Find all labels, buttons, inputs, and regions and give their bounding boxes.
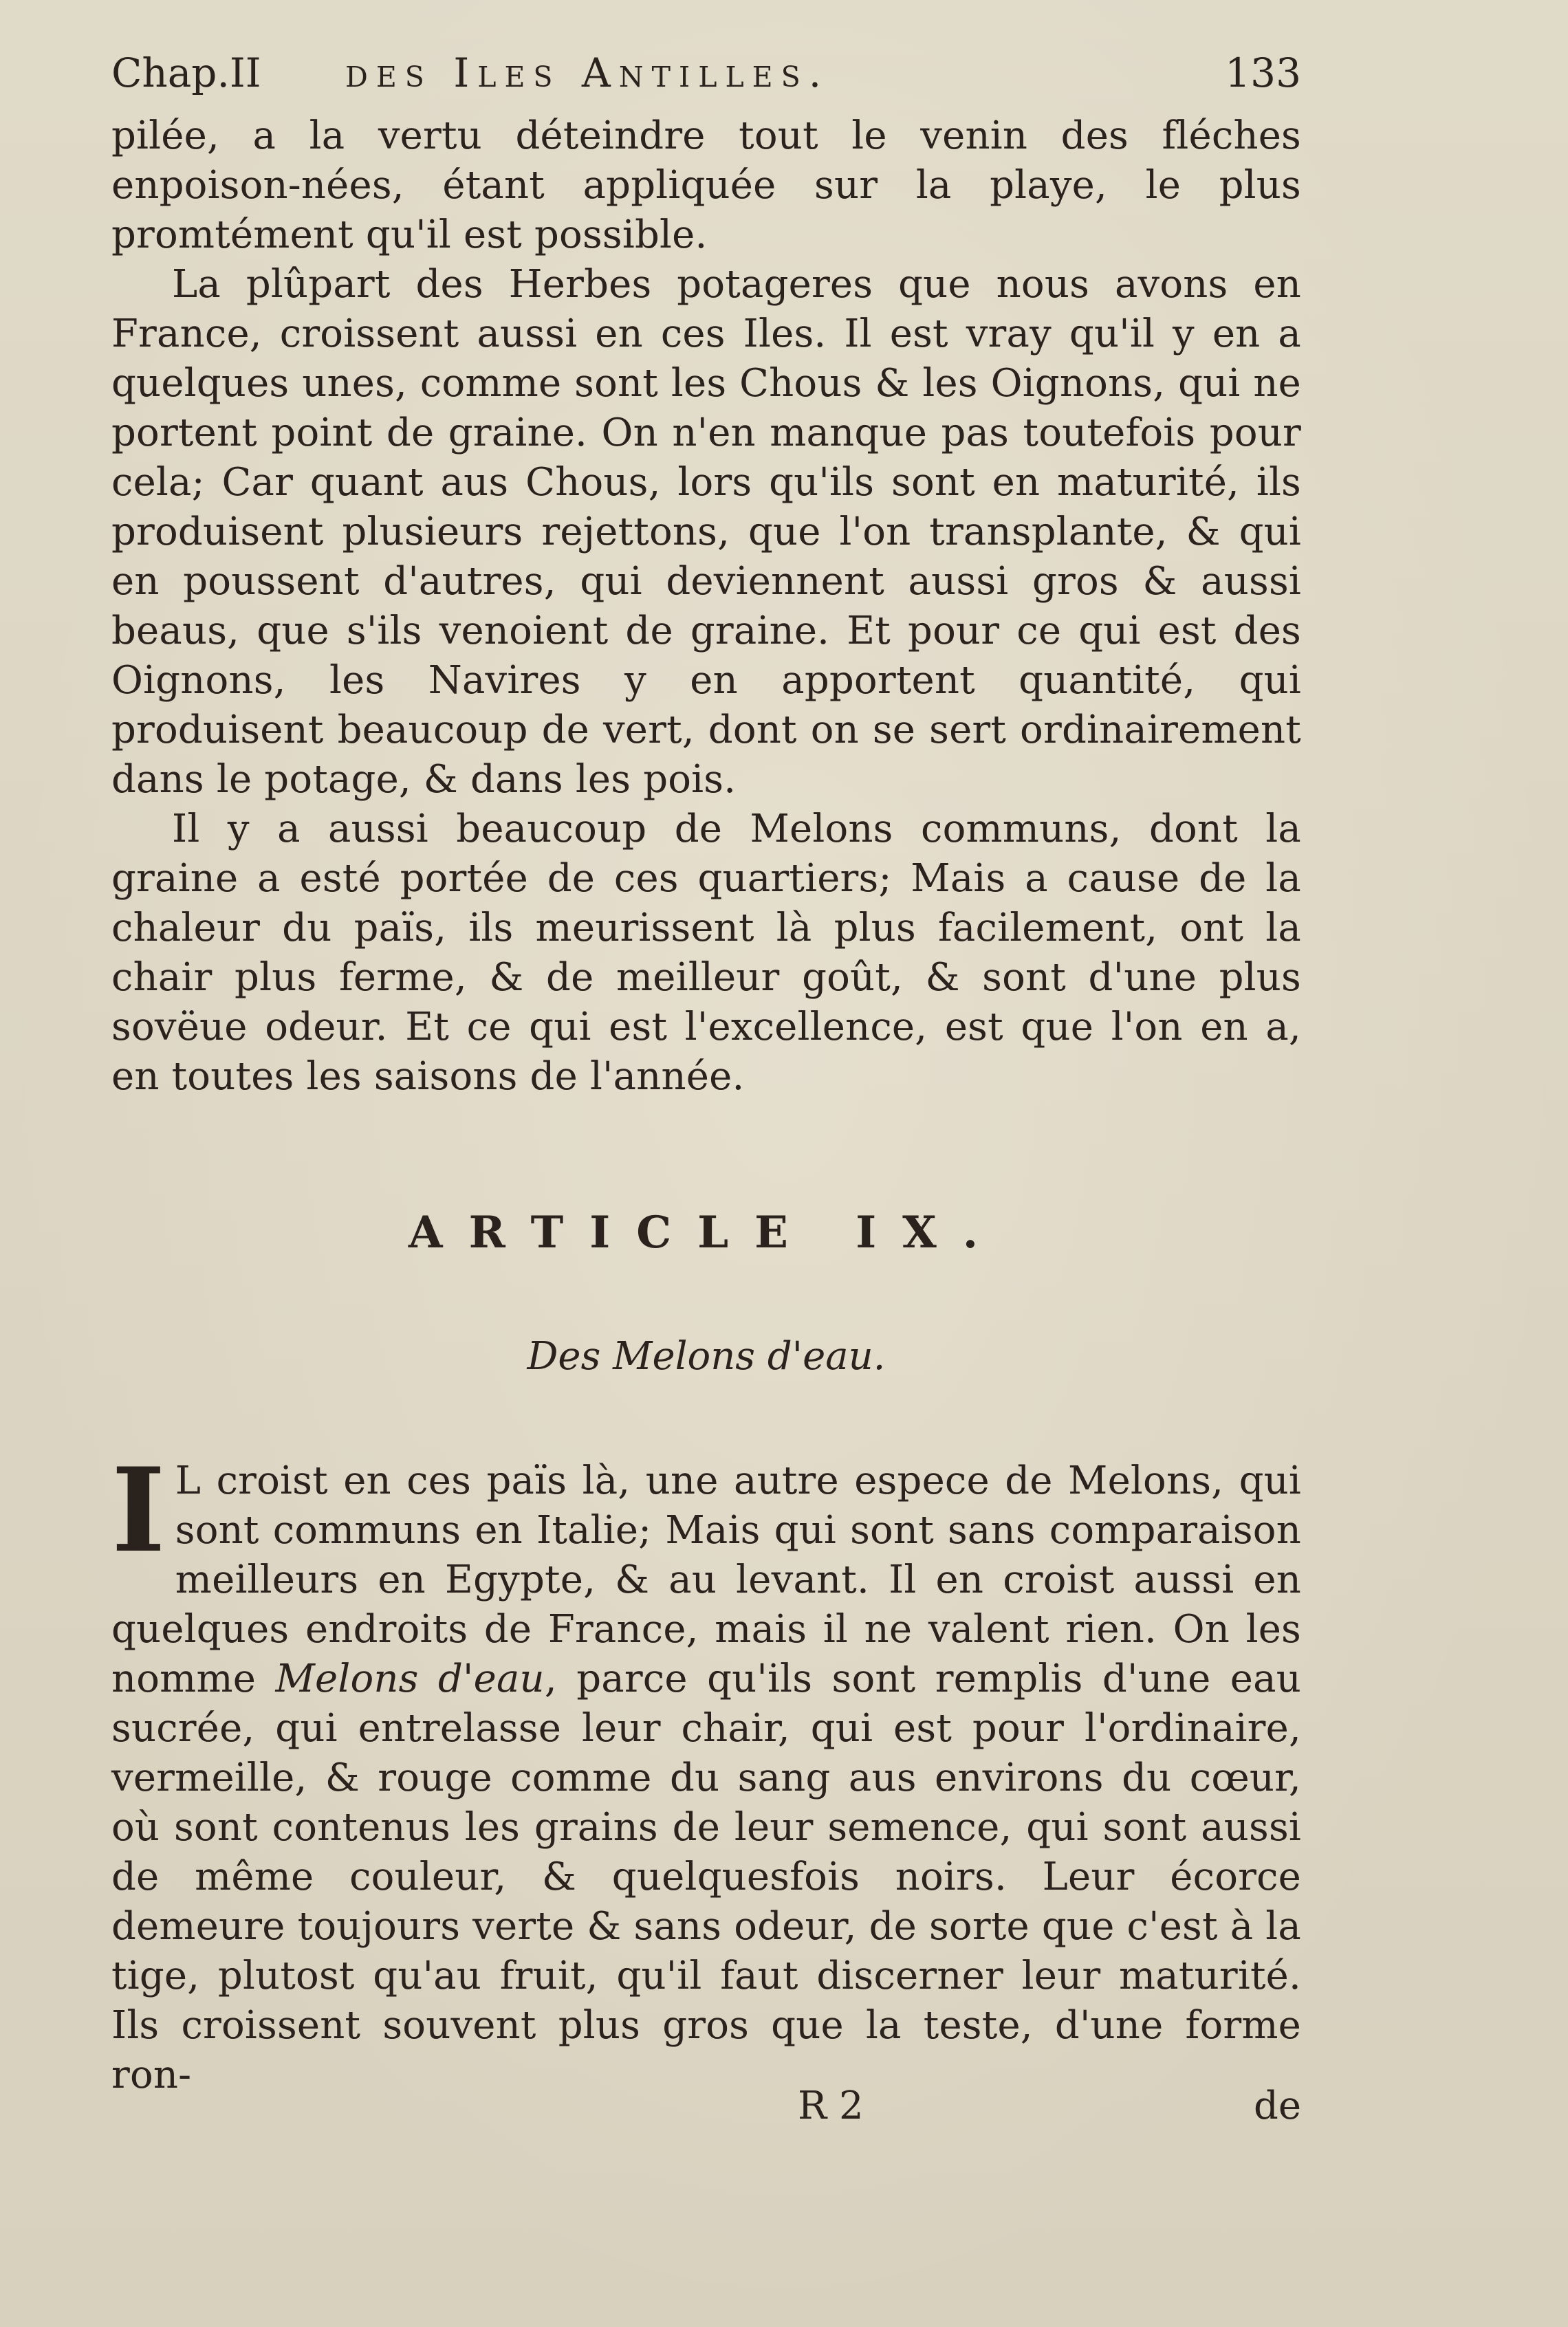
section-text-rest: , parce qu'ils sont remplis d'une eau sucrée, qui entrelasse leur chair, qui est pour l'ordinaire, vermeille, & rouge comme du sang aus environs du cœur, où sont contenus les grains de leur semence, qui sont aussi de même couleur, & quelquesfois noirs. Leur écorce demeure toujours verte & sans odeur, de sorte que c'est à la tige, plutost qu'au fruit, qu'il faut discerner leur maturité. Ils croissent souvent plus gros que la teste, d'une forme ron- bbox=[111, 1657, 1301, 2097]
article-subtitle: Des Melons d'eau. bbox=[527, 1334, 886, 1379]
section-italic-term: Melons d'eau bbox=[275, 1657, 545, 1701]
catchword: de bbox=[1254, 2084, 1301, 2128]
paragraph-1: pilée, a la vertu déteindre tout le venin des fléches enpoison-nées, étant appliquée sur la playe, le plus promtément qu'il est possible. bbox=[111, 113, 1301, 257]
body-text-top bbox=[111, 111, 1301, 1102]
running-title: des Iles Antilles. bbox=[345, 50, 830, 96]
paragraph-3: Il y a aussi beaucoup de Melons communs, dont la graine a esté portée de ces quartiers; Mais a cause de la chaleur du païs, ils meurissent là plus facilement, ont la chair plus ferme, & de meilleur goût, & sont d'une plus sovëue odeur. Et ce qui est l'excellence, est que l'on en a, en toutes les saisons de l'année. bbox=[111, 807, 1301, 1099]
drop-cap: I bbox=[111, 1442, 166, 1578]
section-text-start: L croist en ces païs là, une autre espece de Melons, qui sont communs en Italie; Mais qui sont sans comparaison meilleurs en Egypte, & au levant. Il en croist aussi en quelques endroits de France, mais il ne valent rien. On les nomme bbox=[111, 1459, 1301, 1701]
page-number: 133 bbox=[1225, 50, 1301, 96]
running-header bbox=[111, 41, 1301, 103]
section-body bbox=[111, 1442, 1301, 2100]
signature-mark: R 2 bbox=[798, 2084, 864, 2128]
paragraph-2: La plûpart des Herbes potageres que nous avons en France, croissent aussi en ces Iles. Il est vray qu'il y en a quelques unes, comme sont les Chous & les Oignons, qui ne portent point de graine. On n'en manque pas toutefois pour cela; Car quant aus Chous, lors qu'ils sont en maturité, ils produisent plusieurs rejettons, que l'on transplante, & qui en poussent d'autres, qui deviennent aussi gros & aussi beaus, que s'ils venoient de graine. Et pour ce qui est des Oignons, les Navires y en apportent quantité, qui produisent beaucoup de vert, dont on se sert ordinairement dans le potage, & dans les pois. bbox=[111, 262, 1301, 802]
chapter-label: Chap.II bbox=[111, 50, 261, 96]
article-heading: ARTICLE IX. bbox=[408, 1207, 1005, 1258]
